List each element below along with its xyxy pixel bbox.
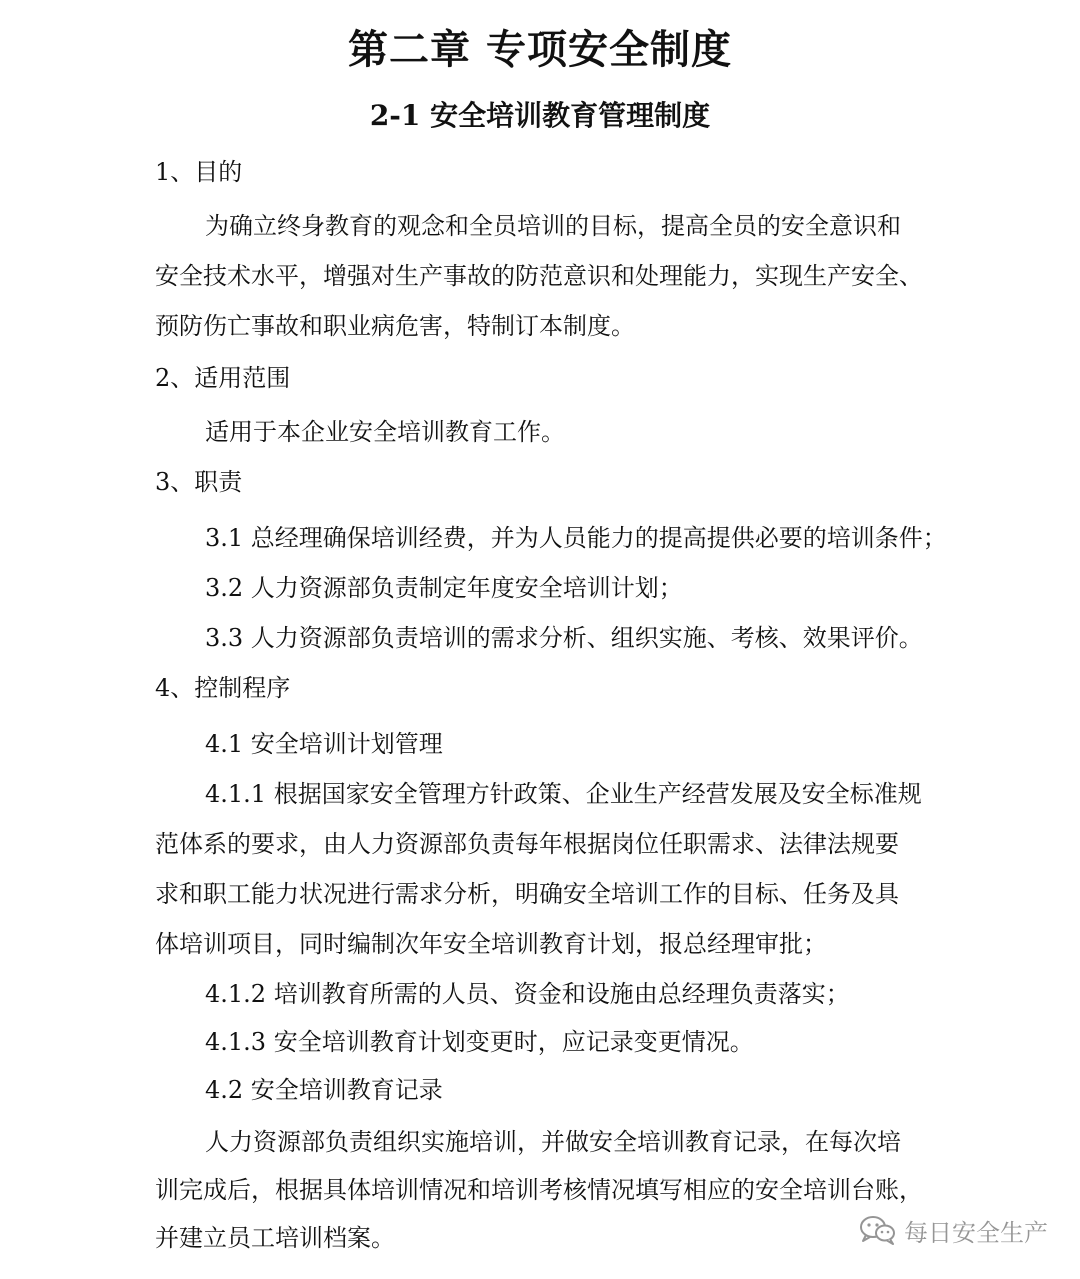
- paragraph-line: 为确立终身教育的观念和全员培训的目标，提高全员的安全意识和: [205, 212, 901, 240]
- paragraph-line: 适用于本企业安全培训教育工作。: [205, 418, 565, 446]
- subheading-training-plan: 4.1 安全培训计划管理: [205, 730, 443, 758]
- paragraph-line: 安全技术水平，增强对生产事故的防范意识和处理能力，实现生产安全、: [155, 262, 923, 290]
- subheading-training-records: 4.2 安全培训教育记录: [205, 1076, 443, 1104]
- paragraph-line: 4.1.2 培训教育所需的人员、资金和设施由总经理负责落实；: [205, 980, 850, 1008]
- watermark: [858, 1208, 1048, 1252]
- heading-purpose: 1、目的: [155, 158, 243, 186]
- paragraph-line: 人力资源部负责组织实施培训，并做安全培训教育记录，在每次培: [205, 1128, 901, 1156]
- paragraph-line: 体培训项目，同时编制次年安全培训教育计划，报总经理审批；: [155, 930, 827, 958]
- paragraph-line: 4.1.1 根据国家安全管理方针政策、企业生产经营发展及安全标准规: [205, 780, 922, 808]
- heading-responsibilities: 3、职责: [155, 468, 243, 496]
- section-title: 2-1 安全培训教育管理制度: [369, 99, 711, 132]
- paragraph-line: 3.3 人力资源部负责培训的需求分析、组织实施、考核、效果评价。: [205, 624, 923, 652]
- paragraph-line: 预防伤亡事故和职业病危害，特制订本制度。: [155, 312, 635, 340]
- heading-scope: 2、适用范围: [155, 364, 291, 392]
- paragraph-line: 求和职工能力状况进行需求分析，明确安全培训工作的目标、任务及具: [155, 880, 899, 908]
- paragraph-line: 并建立员工培训档案。: [155, 1224, 395, 1252]
- heading-control-procedure: 4、控制程序: [155, 674, 291, 702]
- paragraph-line: 训完成后，根据具体培训情况和培训考核情况填写相应的安全培训台账，: [155, 1176, 923, 1204]
- paragraph-line: 范体系的要求，由人力资源部负责每年根据岗位任职需求、法律法规要: [155, 830, 899, 858]
- paragraph-line: 3.2 人力资源部负责制定年度安全培训计划；: [205, 574, 683, 602]
- chapter-title: 第二章 专项安全制度: [348, 26, 732, 73]
- watermark-text: 每日安全生产: [904, 1218, 1048, 1247]
- paragraph-line: 3.1 总经理确保培训经费，并为人员能力的提高提供必要的培训条件；: [205, 524, 947, 552]
- wechat-icon: [858, 1214, 898, 1246]
- paragraph-line: 4.1.3 安全培训教育计划变更时，应记录变更情况。: [205, 1028, 754, 1056]
